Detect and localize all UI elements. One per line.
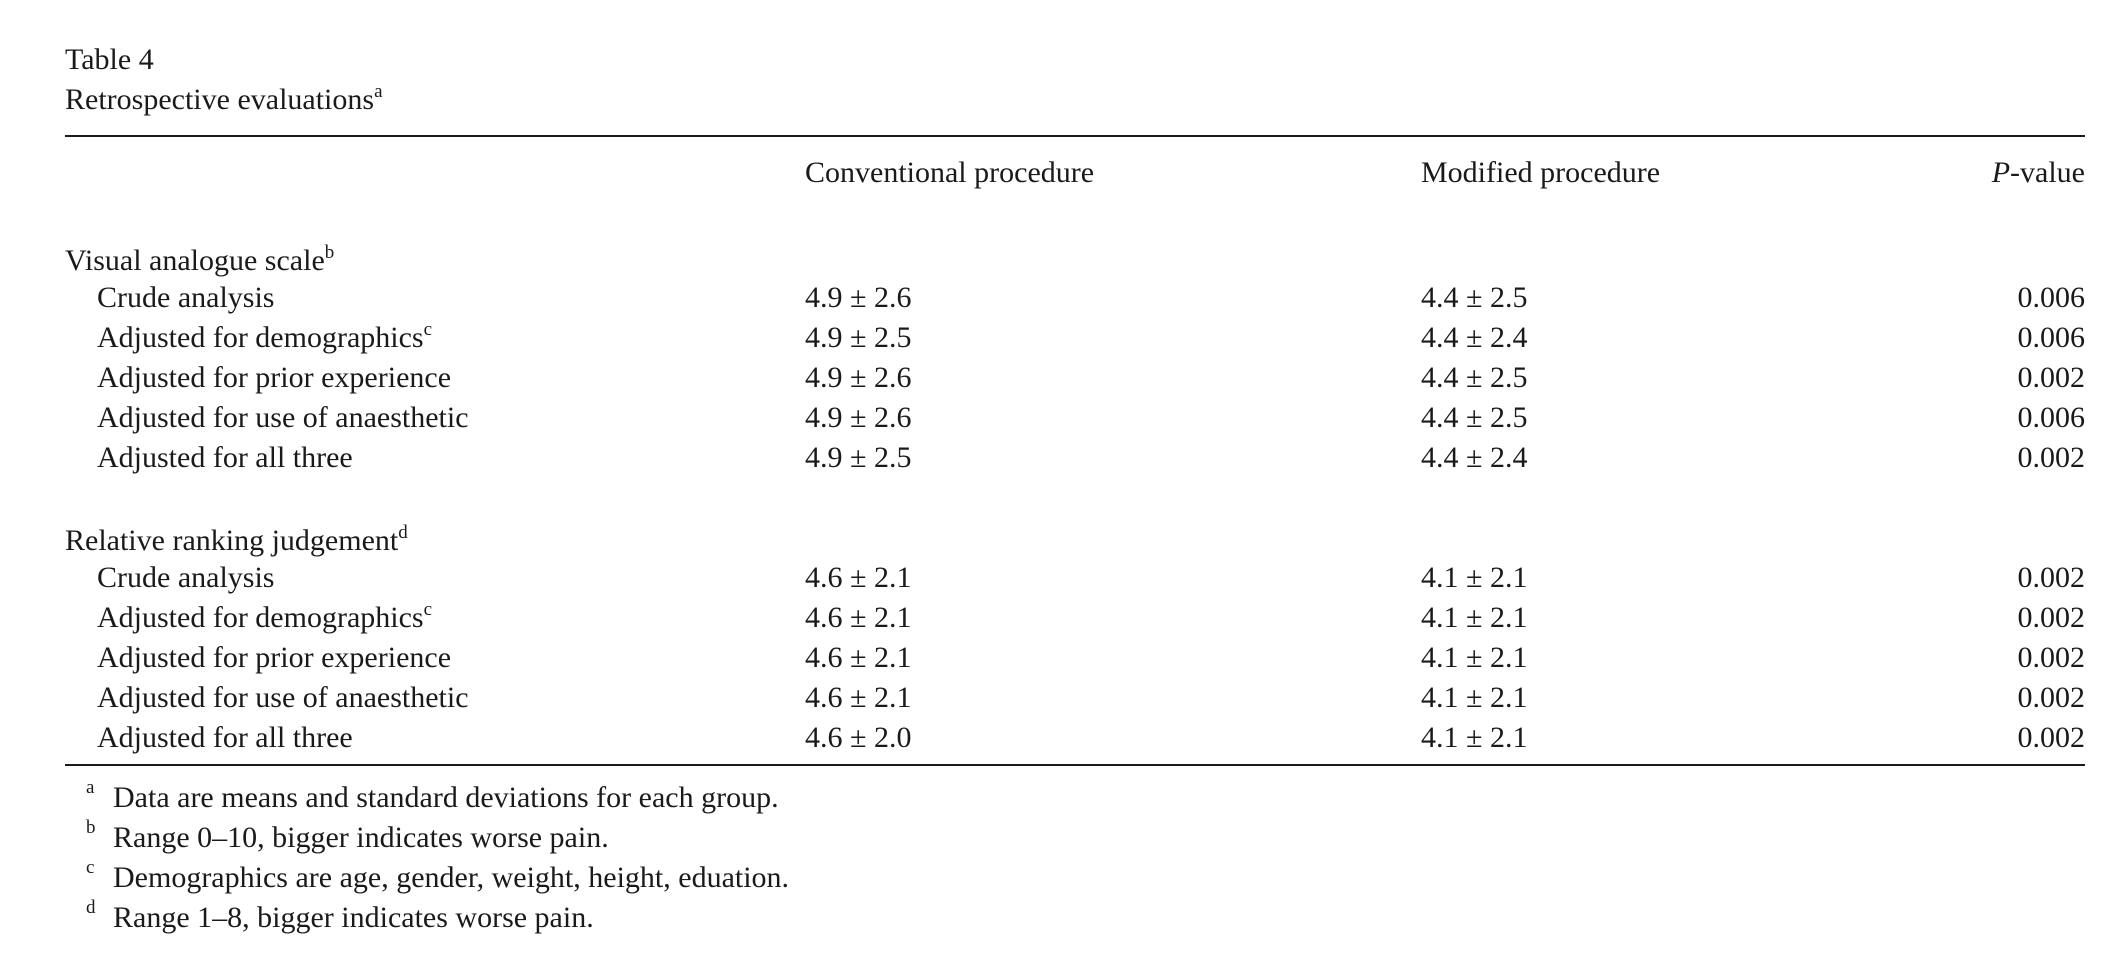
row-label-text: Crude analysis — [97, 561, 275, 594]
footnote — [65, 778, 2085, 818]
row-label-text: Adjusted for use of anaesthetic — [97, 401, 469, 434]
footnote — [65, 898, 2085, 938]
modified-value: 4.1 ± 2.1 — [1421, 641, 1528, 674]
conventional-value: 4.9 ± 2.5 — [805, 321, 912, 354]
table-row — [65, 278, 2085, 318]
footnote-text: Data are means and standard deviations for each group. — [113, 781, 779, 814]
p-value: 0.002 — [2017, 441, 2085, 474]
footnote-mark: b — [86, 817, 96, 838]
row-label-text: Adjusted for demographics — [97, 601, 424, 634]
table-body — [65, 208, 2085, 764]
row-label — [65, 278, 805, 318]
modified-value: 4.1 ± 2.1 — [1421, 601, 1528, 634]
footnote-ref: c — [423, 319, 433, 340]
conventional-value: 4.6 ± 2.1 — [805, 601, 912, 634]
modified-value: 4.4 ± 2.4 — [1421, 321, 1528, 354]
row-label — [65, 558, 805, 598]
modified-value: 4.4 ± 2.5 — [1421, 401, 1528, 434]
footnote-text: Demographics are age, gender, weight, height, eduation. — [113, 861, 790, 894]
row-label — [65, 638, 805, 678]
header-pvalue-rest: -value — [2010, 155, 2085, 189]
p-value: 0.002 — [2017, 641, 2085, 674]
row-label — [65, 358, 805, 398]
row-label-text: Adjusted for prior experience — [97, 361, 452, 394]
footnote-ref: a — [374, 81, 383, 102]
modified-value: 4.1 ± 2.1 — [1421, 681, 1528, 714]
p-value: 0.002 — [2017, 361, 2085, 394]
table-label — [65, 40, 2085, 80]
spacer-row — [65, 478, 2085, 512]
row-label-text: Adjusted for demographics — [97, 321, 424, 354]
conventional-value: 4.6 ± 2.1 — [805, 641, 912, 674]
conventional-value: 4.6 ± 2.1 — [805, 681, 912, 714]
table-label-text: Table 4 — [65, 43, 154, 76]
group-title — [65, 232, 2085, 278]
modified-value: 4.1 ± 2.1 — [1421, 561, 1528, 594]
conventional-value: 4.6 ± 2.1 — [805, 561, 912, 594]
p-value: 0.002 — [2017, 721, 2085, 754]
p-value: 0.002 — [2017, 681, 2085, 714]
group-title-text: Relative ranking judgement — [65, 524, 399, 557]
table-row — [65, 438, 2085, 478]
table-figure — [65, 40, 2085, 938]
p-value: 0.002 — [2017, 601, 2085, 634]
group-header-row — [65, 232, 2085, 278]
conventional-value: 4.9 ± 2.6 — [805, 401, 912, 434]
p-value: 0.002 — [2017, 561, 2085, 594]
modified-value: 4.1 ± 2.1 — [1421, 721, 1528, 754]
footnote — [65, 818, 2085, 858]
spacer-row — [65, 208, 2085, 232]
conventional-value: 4.9 ± 2.5 — [805, 441, 912, 474]
footnote-ref: b — [324, 242, 335, 263]
footnote-text: Range 0–10, bigger indicates worse pain. — [113, 821, 609, 854]
footnote-mark: d — [86, 897, 96, 918]
table-row — [65, 358, 2085, 398]
table-row — [65, 318, 2085, 358]
group-title — [65, 512, 2085, 558]
footnote-mark: c — [86, 857, 95, 878]
conventional-value: 4.9 ± 2.6 — [805, 281, 912, 314]
table-title — [65, 80, 2085, 120]
conventional-value: 4.6 ± 2.0 — [805, 721, 912, 754]
row-label-text: Crude analysis — [97, 281, 275, 314]
footnote-ref: d — [398, 522, 408, 543]
row-label — [65, 598, 805, 638]
results-table — [65, 137, 2085, 764]
footnote-mark: a — [86, 777, 95, 798]
table-row — [65, 558, 2085, 598]
spacer-cell — [65, 208, 2085, 232]
header-modified: Modified procedure — [1421, 155, 1661, 189]
table-title-text: Retrospective evaluations — [65, 83, 375, 116]
p-value: 0.006 — [2017, 281, 2085, 314]
table-row — [65, 638, 2085, 678]
header-pvalue-italic: P — [1991, 155, 2011, 189]
p-value: 0.006 — [2017, 321, 2085, 354]
modified-value: 4.4 ± 2.5 — [1421, 281, 1528, 314]
row-label — [65, 678, 805, 718]
row-label — [65, 318, 805, 358]
header-conventional: Conventional procedure — [805, 155, 1095, 189]
footnotes — [65, 778, 2085, 938]
table-row — [65, 398, 2085, 438]
footnote-text: Range 1–8, bigger indicates worse pain. — [113, 901, 594, 934]
row-label-text: Adjusted for prior experience — [97, 641, 452, 674]
conventional-value: 4.9 ± 2.6 — [805, 361, 912, 394]
modified-value: 4.4 ± 2.5 — [1421, 361, 1528, 394]
row-label-text: Adjusted for all three — [97, 721, 353, 754]
group-header-row — [65, 512, 2085, 558]
spacer-cell — [65, 478, 2085, 512]
row-label-text: Adjusted for all three — [97, 441, 353, 474]
footnote-ref: c — [423, 599, 433, 620]
p-value: 0.006 — [2017, 401, 2085, 434]
row-label — [65, 398, 805, 438]
row-label-text: Adjusted for use of anaesthetic — [97, 681, 469, 714]
row-label — [65, 718, 805, 758]
modified-value: 4.4 ± 2.4 — [1421, 441, 1528, 474]
header-pvalue — [1901, 137, 2085, 208]
header-label — [65, 137, 805, 208]
table-row — [65, 678, 2085, 718]
header-row — [65, 137, 2085, 208]
table-row — [65, 598, 2085, 638]
row-label — [65, 438, 805, 478]
table-row — [65, 718, 2085, 758]
group-title-text: Visual analogue scale — [65, 244, 325, 277]
bottom-rule — [65, 764, 2085, 766]
footnote — [65, 858, 2085, 898]
